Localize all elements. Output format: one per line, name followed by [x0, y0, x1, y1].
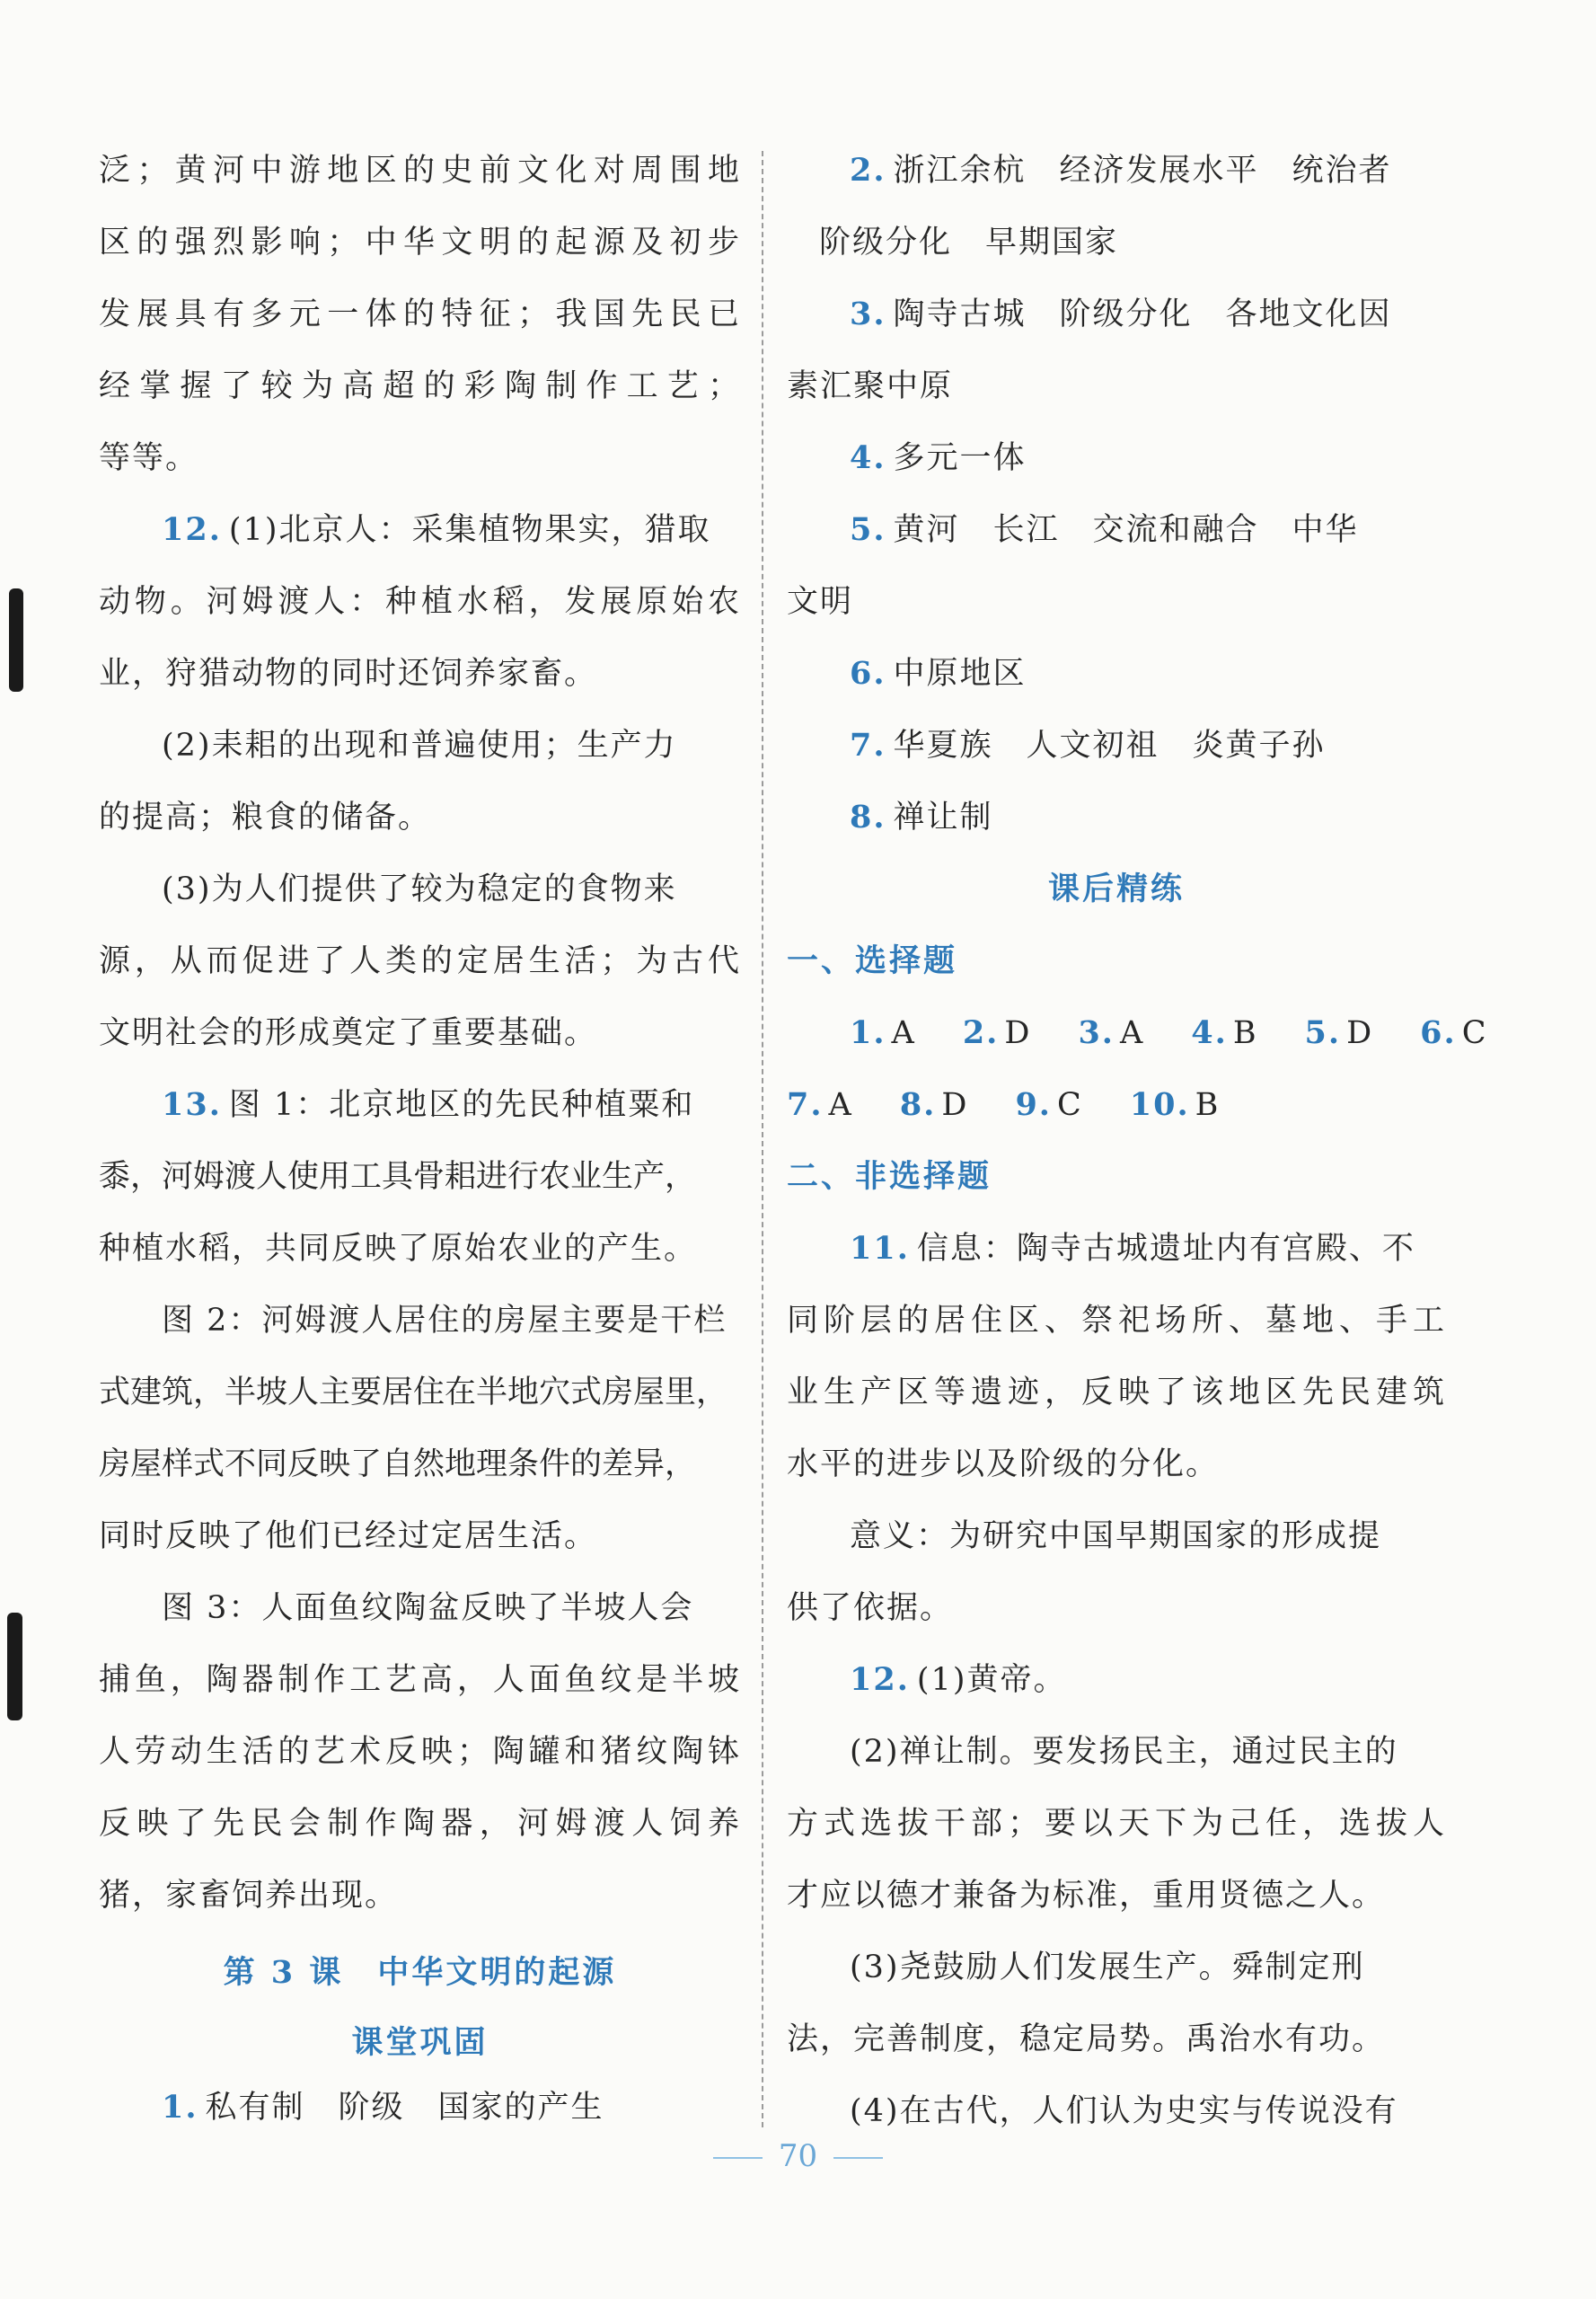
- text-line: 阶级分化 早期国家: [819, 225, 1119, 261]
- question-number: 12.: [850, 1661, 910, 1698]
- text-line: 同时反映了他们已经过定居生活。: [99, 1518, 598, 1554]
- text-line: (2)耒耜的出现和普遍使用；生产力: [162, 728, 677, 764]
- choice-letter: B: [1195, 1087, 1221, 1123]
- question-7-line: [787, 710, 1446, 782]
- question-1-line: [99, 2072, 741, 2144]
- question-number: 6.: [850, 655, 886, 692]
- text-line: 捕鱼，陶器制作工艺高，人面鱼纹是半坡: [99, 1662, 741, 1698]
- answer-text: 图 1：北京地区的先民种植粟和: [228, 1087, 695, 1123]
- choice-letter: C: [1461, 1015, 1488, 1051]
- text-line: 文明: [787, 584, 854, 620]
- question-number: 5.: [1304, 1014, 1342, 1051]
- text-line: 文明社会的形成奠定了重要基础。: [99, 1015, 598, 1051]
- question-number: 3.: [1078, 1014, 1115, 1051]
- choice-letter: C: [1056, 1087, 1083, 1123]
- question-number: 4.: [1191, 1014, 1228, 1051]
- left-column: [99, 135, 741, 2144]
- question-2-line: [787, 135, 1446, 207]
- answer-text: 陶寺古城 阶级分化 各地文化因: [893, 296, 1392, 332]
- question-number: 4.: [850, 439, 886, 476]
- question-number: 12.: [162, 511, 222, 548]
- section-heading: 二、非选择题: [787, 1158, 992, 1195]
- text-line: 供了依据。: [787, 1590, 954, 1626]
- question-number: 5.: [850, 511, 886, 548]
- choice-answer: [1305, 997, 1374, 1069]
- question-13-line: [99, 1069, 741, 1141]
- text-line: 区的强烈影响；中华文明的起源及初步: [99, 225, 741, 261]
- text-line: 泛；黄河中游地区的史前文化对周围地: [99, 153, 741, 189]
- answer-text: 禅让制: [893, 800, 993, 836]
- section-heading: 一、选择题: [787, 942, 958, 979]
- question-number: 2.: [962, 1014, 1000, 1051]
- question-number: 1.: [850, 1014, 886, 1051]
- text-line: 动物。河姆渡人：种植水稻，发展原始农: [99, 584, 741, 620]
- question-number: 7.: [787, 1086, 824, 1123]
- footer-dash-left: [713, 2157, 763, 2159]
- scan-mark-bottom: [7, 1613, 22, 1720]
- choice-answer: [1420, 997, 1487, 1069]
- answer-text: 多元一体: [893, 440, 1027, 476]
- choice-answer: [1130, 1069, 1221, 1141]
- question-4-line: [787, 422, 1446, 494]
- text-line: 房屋样式不同反映了自然地理条件的差异，: [99, 1446, 697, 1482]
- choice-letter: A: [1119, 1015, 1145, 1051]
- text-line: 源，从而促进了人类的定居生活；为古代: [99, 943, 741, 979]
- choice-answer: [787, 1069, 853, 1141]
- text-line: (4)在古代，人们认为史实与传说没有: [850, 2093, 1398, 2129]
- text-line: 黍，河姆渡人使用工具骨耜进行农业生产，: [99, 1159, 697, 1195]
- choice-letter: D: [1004, 1015, 1032, 1051]
- text-line: 经掌握了较为高超的彩陶制作工艺；: [99, 368, 741, 404]
- page-number: 70: [778, 2138, 818, 2174]
- answer-text: (1)北京人：采集植物果实，猎取: [228, 512, 711, 548]
- subheading: 课堂巩固: [351, 2024, 489, 2061]
- choice-answer: [900, 1069, 969, 1141]
- subheading: 课后精练: [1047, 871, 1185, 907]
- answer-text: 中原地区: [893, 656, 1027, 692]
- text-line: (2)禅让制。要发扬民主，通过民主的: [850, 1734, 1398, 1770]
- right-column: [787, 135, 1488, 2147]
- question-number: 1.: [162, 2089, 198, 2126]
- question-number: 6.: [1420, 1014, 1457, 1051]
- question-5-line: [787, 494, 1446, 566]
- question-number: 8.: [899, 1086, 937, 1123]
- text-line: 同阶层的居住区、祭祀场所、墓地、手工: [787, 1303, 1446, 1339]
- answer-text: 私有制 阶级 国家的产生: [205, 2090, 604, 2126]
- question-number: 3.: [850, 296, 886, 332]
- text-line: 种植水稻，共同反映了原始农业的产生。: [99, 1231, 698, 1267]
- answer-text: 华夏族 人文初祖 炎黄子孙: [893, 728, 1326, 764]
- page-footer: [0, 2138, 1596, 2174]
- text-line: 水平的进步以及阶级的分化。: [787, 1446, 1220, 1482]
- answer-text: 信息：陶寺古城遗址内有宫殿、不: [916, 1231, 1415, 1267]
- text-line: 意义：为研究中国早期国家的形成提: [850, 1518, 1382, 1554]
- choice-answers-row-2: [787, 1069, 1446, 1141]
- answer-text: (1)黄帝。: [916, 1662, 1067, 1698]
- footer-dash-right: [833, 2157, 883, 2159]
- choice-letter: A: [891, 1015, 916, 1051]
- text-line: (3)尧鼓励人们发展生产。舜制定刑: [850, 1950, 1365, 1985]
- choice-answer: [1078, 997, 1144, 1069]
- question-number: 7.: [850, 727, 886, 764]
- choice-letter: D: [1346, 1015, 1374, 1051]
- text-line: 图 2：河姆渡人居住的房屋主要是干栏: [162, 1303, 727, 1339]
- text-line: 图 3：人面鱼纹陶盆反映了半坡人会: [162, 1590, 694, 1626]
- question-number: 2.: [850, 152, 886, 189]
- text-line: 业生产区等遗迹，反映了该地区先民建筑: [787, 1375, 1446, 1410]
- column-divider: [762, 151, 763, 2127]
- choice-answer: [1191, 997, 1257, 1069]
- text-line: 式建筑，半坡人主要居住在半地穴式房屋里，: [99, 1375, 728, 1410]
- answer-text: 浙江余杭 经济发展水平 统治者: [893, 153, 1392, 189]
- choice-answer: [963, 997, 1032, 1069]
- text-line: 发展具有多元一体的特征；我国先民已: [99, 296, 741, 332]
- text-line: 人劳动生活的艺术反映；陶罐和猪纹陶钵: [99, 1734, 741, 1770]
- text-line: 的提高；粮食的储备。: [99, 800, 432, 836]
- question-number: 11.: [850, 1230, 910, 1267]
- scan-mark-top: [9, 588, 23, 692]
- question-8-line: [787, 782, 1446, 853]
- choice-answer: [850, 997, 916, 1069]
- text-line: 等等。: [99, 440, 199, 476]
- text-line: 反映了先民会制作陶器，河姆渡人饲养: [99, 1806, 741, 1842]
- choice-letter: B: [1232, 1015, 1258, 1051]
- choice-answer: [1015, 1069, 1082, 1141]
- question-number: 13.: [162, 1086, 222, 1123]
- answer-text: 黄河 长江 交流和融合 中华: [893, 512, 1359, 548]
- text-line: 才应以德才兼备为标准，重用贤德之人。: [787, 1878, 1386, 1914]
- lesson-title: 第 3 课 中华文明的起源: [223, 1954, 617, 1991]
- text-line: 猪，家畜饲养出现。: [99, 1878, 399, 1914]
- question-number: 8.: [850, 799, 886, 836]
- choice-letter: A: [828, 1087, 853, 1123]
- question-6-line: [787, 638, 1446, 710]
- question-number: 9.: [1015, 1086, 1052, 1123]
- question-11-line: [787, 1213, 1446, 1285]
- question-number: 10.: [1129, 1086, 1190, 1123]
- text-line: 业，狩猎动物的同时还饲养家畜。: [99, 656, 598, 692]
- question-3-line: [787, 279, 1446, 350]
- question-12-line: [787, 1644, 1446, 1716]
- question-12-line: [99, 494, 741, 566]
- choice-letter: D: [941, 1087, 969, 1123]
- text-line: 法，完善制度，稳定局势。禹治水有功。: [787, 2021, 1386, 2057]
- text-line: 素汇聚中原: [787, 368, 954, 404]
- text-line: (3)为人们提供了较为稳定的食物来: [162, 871, 677, 907]
- text-line: 方式选拔干部；要以天下为己任，选拔人: [787, 1806, 1446, 1842]
- choice-answers-row-1: [787, 997, 1488, 1069]
